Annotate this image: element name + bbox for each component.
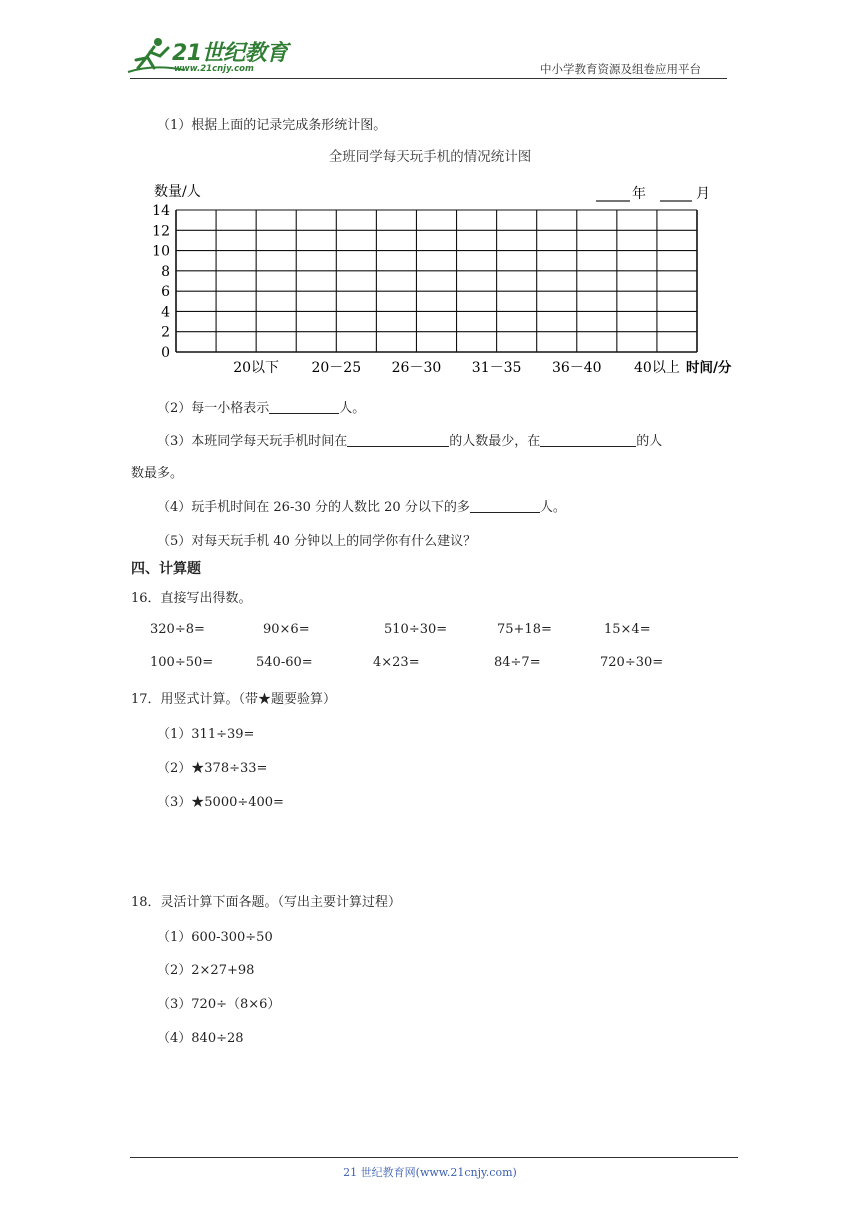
- problem-16-title: 16．直接写出得数。: [131, 591, 252, 606]
- footer-divider: [130, 1157, 738, 1158]
- x-category-label: 40以上: [634, 360, 680, 376]
- calc-item: 320÷8=: [150, 622, 205, 637]
- calc-item: 510÷30=: [384, 622, 448, 637]
- problem-18-title: 18．灵活计算下面各题。（写出主要计算过程）: [131, 895, 402, 910]
- calc-item: 540-60=: [256, 655, 313, 670]
- y-tick-label: 4: [161, 304, 170, 321]
- y-tick-label: 14: [152, 203, 170, 219]
- problem-17-title: 17．用竖式计算。（带★题要验算）: [131, 692, 337, 707]
- problem-18-item: （2）2×27+98: [157, 963, 255, 978]
- answer-blank[interactable]: [470, 498, 540, 513]
- x-category-label: 26－30: [391, 360, 442, 376]
- y-tick-label: 10: [152, 243, 170, 260]
- question-1: （1）根据上面的记录完成条形统计图。: [157, 118, 387, 133]
- y-tick-label: 2: [161, 324, 170, 341]
- y-tick-label: 0: [161, 345, 170, 361]
- chart-title: 全班同学每天玩手机的情况统计图: [328, 149, 532, 165]
- year-label: 年: [632, 186, 646, 202]
- y-axis-label: 数量/人: [154, 184, 201, 200]
- y-tick-label: 12: [152, 223, 170, 240]
- question-4: （4）玩手机时间在 26-30 分的人数比 20 分以下的多 人。: [157, 500, 566, 515]
- answer-blank[interactable]: [540, 432, 636, 447]
- calc-item: 720÷30=: [600, 655, 664, 670]
- calc-item: 4×23=: [373, 655, 420, 670]
- x-axis-label: 时间/分: [686, 360, 732, 376]
- calc-item: 90×6=: [263, 622, 310, 637]
- answer-blank[interactable]: [269, 399, 339, 414]
- calc-item: 100÷50=: [150, 655, 214, 670]
- x-category-label: 31－35: [471, 360, 522, 376]
- question-3-line2: 数最多。: [131, 466, 184, 481]
- problem-17-item: （3）★5000÷400=: [157, 795, 284, 810]
- y-tick-label: 8: [161, 263, 170, 280]
- month-label: 月: [696, 186, 710, 202]
- chart-grid: [176, 210, 697, 352]
- calc-item: 15×4=: [604, 622, 651, 637]
- problem-17-item: （1）311÷39=: [157, 727, 255, 742]
- question-5: （5）对每天玩手机 40 分钟以上的同学你有什么建议？: [157, 534, 477, 549]
- problem-18-item: （4）840÷28: [157, 1031, 244, 1046]
- bar-chart: [140, 176, 760, 382]
- question-3: （3）本班同学每天玩手机时间在 的人数最少，在 的人: [157, 434, 663, 449]
- x-category-label: 20以下: [233, 360, 280, 376]
- footer-text: 21 世纪教育网(www.21cnjy.com): [343, 1166, 517, 1179]
- problem-17-item: （2）★378÷33=: [157, 761, 268, 776]
- problem-18-item: （1）600-300÷50: [157, 930, 273, 945]
- platform-name: 中小学教育资源及组卷应用平台: [540, 62, 701, 76]
- logo-url: www.21cnjy.com: [174, 64, 254, 74]
- header-divider: [130, 78, 727, 79]
- section-title: 四、计算题: [131, 561, 201, 577]
- calc-item: 84÷7=: [494, 655, 541, 670]
- problem-18-item: （3）720÷（8×6）: [157, 997, 281, 1012]
- x-category-label: 36－40: [551, 360, 602, 376]
- y-tick-label: 6: [161, 284, 170, 301]
- question-2: （2）每一小格表示 人。: [157, 401, 366, 416]
- calc-item: 75+18=: [497, 622, 552, 637]
- x-category-label: 20－25: [311, 360, 362, 376]
- logo-text: 21世纪教育: [172, 41, 288, 66]
- answer-blank[interactable]: [347, 432, 449, 447]
